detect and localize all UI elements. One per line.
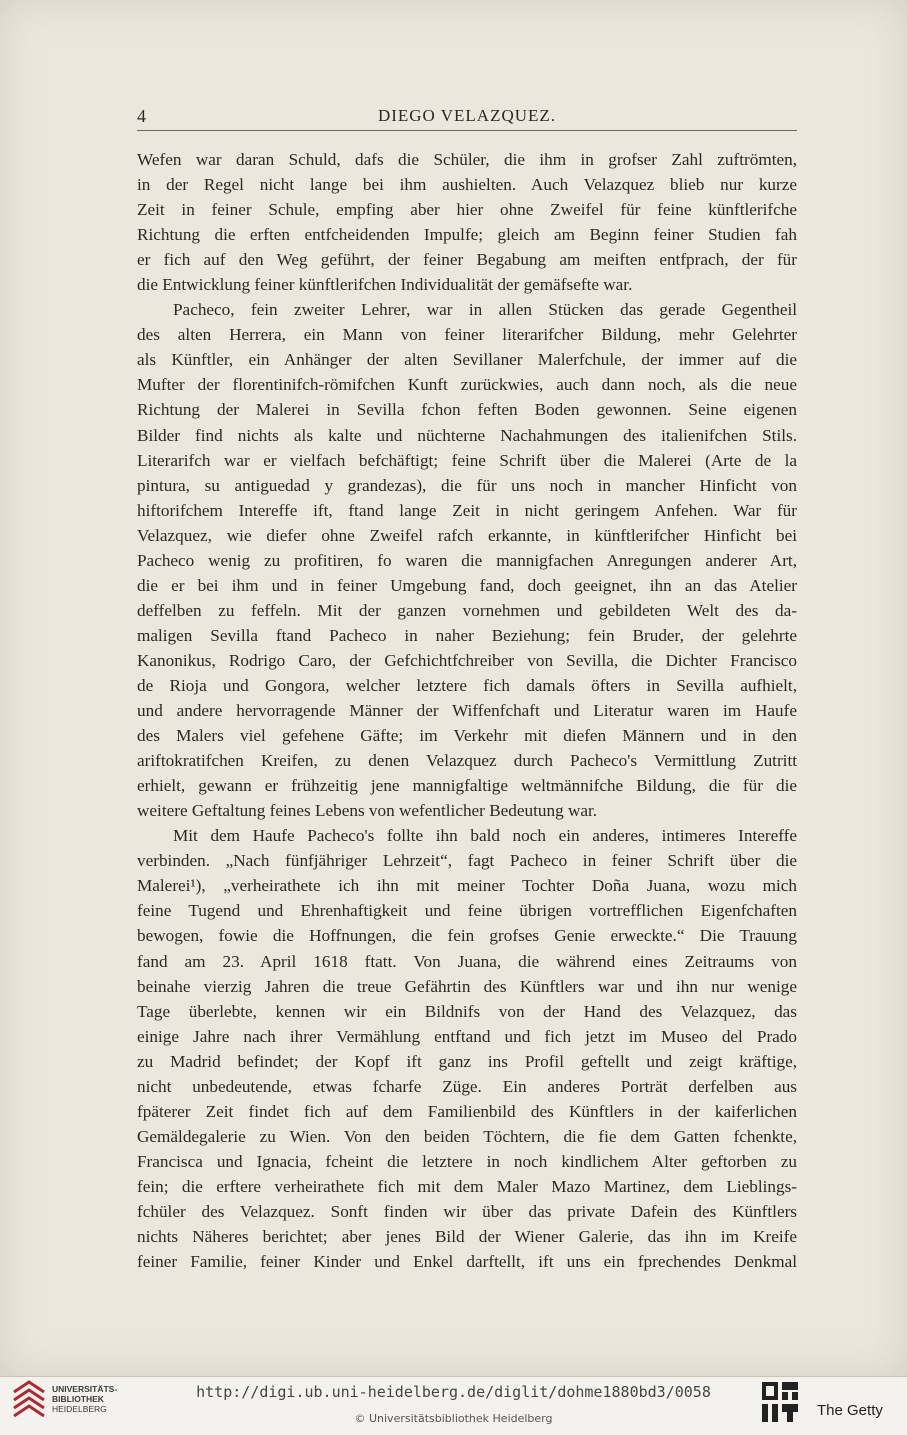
running-title: DIEGO VELAZQUEZ. bbox=[377, 106, 557, 125]
text-line: maligen Sevilla ftand Pacheco in naher Beziehung; fein Bruder, der gelehrte bbox=[137, 625, 797, 645]
text-line: bewogen, fowie die Hoffnungen, die fein grofses Genie erweckte.“ Die Trauung bbox=[137, 926, 797, 946]
text-line: Bilder find nichts als kalte und nüchterne Nachahmungen des italienifchen Stils. bbox=[137, 425, 797, 445]
text-line: fchüler des Velazquez. Sonft finden wir über das private Dafein des Künftlers bbox=[137, 1201, 797, 1221]
text-line: die Entwicklung feiner künftlerifchen Individualität der gemäfsefte war. bbox=[137, 275, 633, 295]
body-text bbox=[137, 147, 797, 1274]
text-line: Kanonikus, Rodrigo Caro, der Gefchichtfchreiber von Sevilla, die Dichter Francisco bbox=[137, 650, 797, 670]
text-line: einige Jahre nach ihrer Vermählung entftand und fich jetzt im Museo del Prado bbox=[137, 1026, 797, 1046]
text-line: Tage überlebte, kennen wir ein Bildnifs von der Hand des Velazquez, das bbox=[137, 1001, 797, 1021]
text-line: Richtung der Malerei in Sevilla fchon feften Boden gewonnen. Seine eigenen bbox=[137, 400, 797, 420]
text-line: Mufter der florentinifch-römifchen Kunft zurückwies, auch dann noch, als die neue bbox=[137, 375, 797, 395]
text-line: als Künftler, ein Anhänger der alten Sevillaner Malerfchule, der immer auf die bbox=[137, 350, 797, 370]
text-line: Gemäldegalerie zu Wien. Von den beiden Töchtern, die fie dem Gatten fchenkte, bbox=[137, 1126, 797, 1146]
text-line: deffelben zu feffeln. Mit der ganzen vornehmen und gebildeten Welt des da- bbox=[137, 600, 797, 620]
text-line: Pacheco, fein zweiter Lehrer, war in allen Stücken das gerade Gegentheil bbox=[173, 300, 797, 320]
text-line: Richtung die erften entfcheidenden Impulfe; gleich am Beginn feiner Studien fah bbox=[137, 225, 797, 245]
text-line: und andere hervorragende Männer der Wiffenfchaft und Literatur waren im Haufe bbox=[137, 701, 797, 721]
library-name-line: HEIDELBERG bbox=[52, 1404, 107, 1414]
text-line: Velazquez, wie diefer ohne Zweifel rafch erkannte, in künftlerifcher Hinficht bei bbox=[137, 525, 797, 545]
text-line: hiftorifchem Intereffe ift, ftand lange Zeit in nicht geringem Anfehen. War für bbox=[137, 500, 797, 520]
text-line: fein; die erftere verheirathete fich mit dem Maler Mazo Martinez, dem Lieblings- bbox=[137, 1176, 797, 1196]
text-line: fpäterer Zeit findet fich auf dem Familienbild des Künftlers in der kaiferlichen bbox=[137, 1101, 797, 1121]
library-name-line: BIBLIOTHEK bbox=[52, 1394, 104, 1404]
text-line: er fich auf den Weg geführt, der feiner Begabung am meiften entfprach, der für bbox=[137, 250, 797, 270]
library-name-line: UNIVERSITÄTS- bbox=[52, 1384, 118, 1394]
text-line: des Malers viel gefehene Gäfte; im Verkehr mit diefen Männern und in den bbox=[137, 726, 797, 746]
copyright-notice: © Universitätsbibliothek Heidelberg bbox=[354, 1412, 553, 1425]
text-line: erhielt, gewann er frühzeitig jene mannigfaltige weltmännifche Bildung, die für die bbox=[137, 776, 797, 796]
text-line: ariftokratifchen Kreifen, zu denen Velazquez durch Pacheco's Vermittlung Zutritt bbox=[137, 751, 797, 771]
text-line: Wefen war daran Schuld, dafs die Schüler, die ihm in grofser Zahl zuftrömten, bbox=[137, 150, 797, 169]
text-line: Zeit in feiner Schule, empfing aber hier ohne Zweifel für feine künftlerifche bbox=[137, 200, 797, 220]
page-header bbox=[137, 104, 797, 131]
text-line: in der Regel nicht lange bei ihm aushielten. Auch Velazquez blieb nur kurze bbox=[137, 175, 797, 195]
text-line: zu Madrid befindet; der Kopf ift ganz ins Profil geftellt und zeigt kräftige, bbox=[137, 1051, 797, 1071]
text-line: des alten Herrera, ein Mann von feiner literarifcher Bildung, mehr Gelehrter bbox=[137, 325, 797, 345]
text-line: Pacheco wenig zu profitiren, fo waren die mannigfachen Anregungen anderer Art, bbox=[137, 550, 797, 570]
text-line: Francisca und Ignacia, fcheint die letztere in noch kindlichem Alter geftorben zu bbox=[137, 1151, 797, 1171]
text-line: Malerei¹), „verheirathete ich ihn mit meiner Tochter Doña Juana, wozu mich bbox=[137, 876, 797, 896]
text-line: Mit dem Haufe Pacheco's follte ihn bald noch ein anderes, intimeres Intereffe bbox=[173, 826, 797, 846]
page-number: 4 bbox=[137, 106, 146, 126]
permalink-url[interactable]: http://digi.ub.uni-heidelberg.de/diglit/dohme1880bd3/0058 bbox=[196, 1383, 711, 1401]
text-line: die er bei ihm und in feiner Umgebung fand, doch geeignet, ihn an das Atelier bbox=[137, 575, 797, 595]
text-line: de Rioja und Gongora, welcher letztere fich damals öfters in Sevilla aufhielt, bbox=[137, 675, 797, 695]
text-line: beinahe vierzig Jahren die treue Gefährtin des Künftlers war und ihn nur wenige bbox=[137, 976, 797, 996]
text-line: pintura, su antiguedad y grandezas), die für uns noch in mancher Hinficht von bbox=[137, 475, 797, 495]
text-line: fand am 23. April 1618 ftatt. Von Juana, die während eines Zeitraums von bbox=[137, 951, 797, 971]
text-line: feiner Familie, feiner Kinder und Enkel darftellt, ift uns ein fprechendes Denkmal bbox=[137, 1252, 797, 1272]
text-line: nichts Näheres berichtet; aber jenes Bild der Wiener Galerie, das ihn im Kreife bbox=[137, 1227, 797, 1247]
text-line: weitere Geftaltung feines Lebens von wefentlicher Bedeutung war. bbox=[137, 801, 598, 821]
text-line: nicht unbedeutende, etwas fcharfe Züge. Ein anderes Porträt derfelben aus bbox=[137, 1076, 797, 1096]
getty-logo-icon bbox=[760, 1380, 800, 1424]
text-line: Literarifch war er vielfach befchäftigt; feine Schrift über die Malerei (Arte de la bbox=[137, 450, 797, 470]
text-line: verbinden. „Nach fünfjähriger Lehrzeit“, fagt Pacheco in feiner Schrift über die bbox=[137, 851, 797, 871]
text-line: feine Tugend und Ehrenhaftigkeit und feine übrigen vortrefflichen Eigenfchaften bbox=[137, 901, 797, 921]
getty-partner-name: The Getty bbox=[817, 1402, 883, 1419]
